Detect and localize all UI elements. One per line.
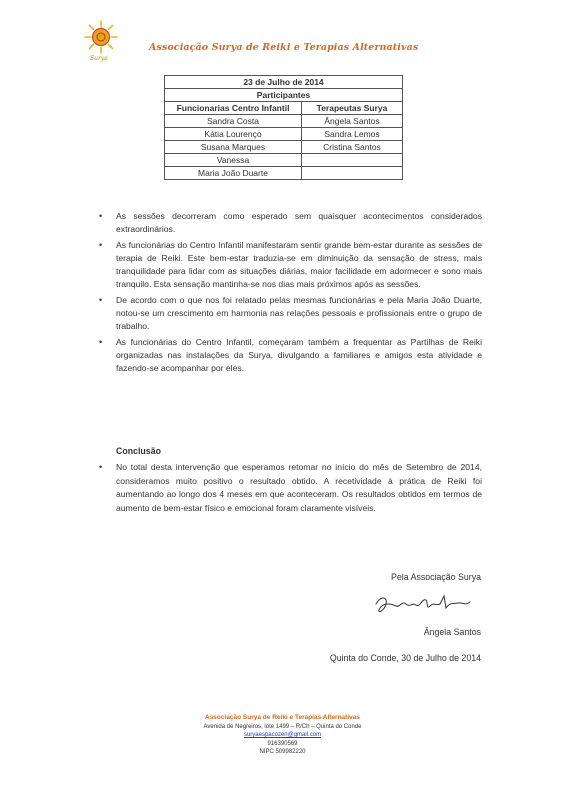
table-cell: Susana Marques	[165, 141, 302, 154]
table-cell	[302, 167, 403, 180]
footer-nipc: NIPC 509982220	[259, 749, 306, 755]
table-cell: Sandra Costa	[165, 115, 302, 128]
participants-table	[164, 75, 403, 180]
organization-title: Associação Surya de Reiki e Terapias Alternativas	[149, 42, 419, 53]
table-cell	[302, 154, 403, 167]
table-cell: Kátia Lourenço	[165, 128, 302, 141]
table-cell: Maria João Duarte	[165, 167, 302, 180]
column-header-centro-infantil: Funcionarias Centro Infantil	[165, 102, 302, 115]
list-item: • No total desta intervenção que esperamos retomar no início do mês de Setembro de 2014, consideramos muito positivo o resultado obtido. A recetividade à prática de Reiki foi aumentando ao longo dos 4 meses em que aconteceram. Os resultados obtidos em termos de aumento de bem-estar físico e emocional foram claramente visíveis.	[96, 461, 482, 515]
surya-logo-icon	[84, 20, 118, 60]
column-header-terapeutas: Terapeutas Surya	[302, 102, 403, 115]
list-item: • As sessões decorreram como esperado sem quaisquer acontecimentos considerados extraordinários.	[96, 210, 482, 236]
footer-address: Avenida de Negreiros, lote 1499 – R/Ch – Quinta do Conde	[203, 723, 362, 730]
list-item: • As funcionárias do Centro Infantil, começaram também a frequentar as Partilhas de Reiki organizadas nas instalações da Surya, divulgando a familiares e amigos esta atividade e fazendo-se acompanhar por eles.	[96, 336, 482, 375]
table-cell: Sandra Lemos	[302, 128, 403, 141]
logo-caption: Surya	[90, 55, 108, 62]
handwritten-signature	[370, 590, 480, 620]
place-date: Quinta do Conde, 30 de Julho de 2014	[329, 653, 481, 663]
conclusion-list	[96, 461, 482, 515]
conclusion-heading: Conclusão	[116, 446, 161, 456]
table-subtitle: Participantes	[165, 89, 403, 102]
footer-phone: 916390569	[267, 740, 298, 747]
list-item: • De acordo com o que nos foi relatado pelas mesmas funcionárias e pela Maria João Duarte, notou-se um crescimento em harmonia nas relações pessoais e profissionais entre o grupo de trabalho.	[96, 294, 482, 333]
table-cell: Vanessa	[165, 154, 302, 167]
footer	[0, 714, 565, 757]
table-row	[165, 128, 403, 141]
table-row	[165, 115, 403, 128]
table-cell: Ângela Santos	[302, 115, 403, 128]
footer-title: Associação Surya de Reiki e Terapias Alternativas	[205, 714, 360, 721]
table-row	[165, 141, 403, 154]
table-row	[165, 154, 403, 167]
observations-list	[96, 210, 482, 378]
list-item: • As funcionárias do Centro Infantil manifestaram sentir grande bem-estar durante as sessões de terapia de Reiki. Este bem-estar traduzia-se em diminuição da sensação de stress, mais tranquilidade para lidar com as situações diárias, maior facilidade em adormecer e sono mais tranquilo. Esta sensação mantinha-se nos dias mais próximos após as sessões.	[96, 239, 482, 291]
signature-name: Ângela Santos	[423, 627, 481, 637]
table-cell: Cristina Santos	[302, 141, 403, 154]
signature-by: Pela Associação Surya	[391, 572, 481, 582]
table-row	[165, 167, 403, 180]
footer-email-link[interactable]: suryaespacozen@gmail.com	[243, 732, 322, 738]
table-date: 23 de Julho de 2014	[165, 76, 403, 89]
